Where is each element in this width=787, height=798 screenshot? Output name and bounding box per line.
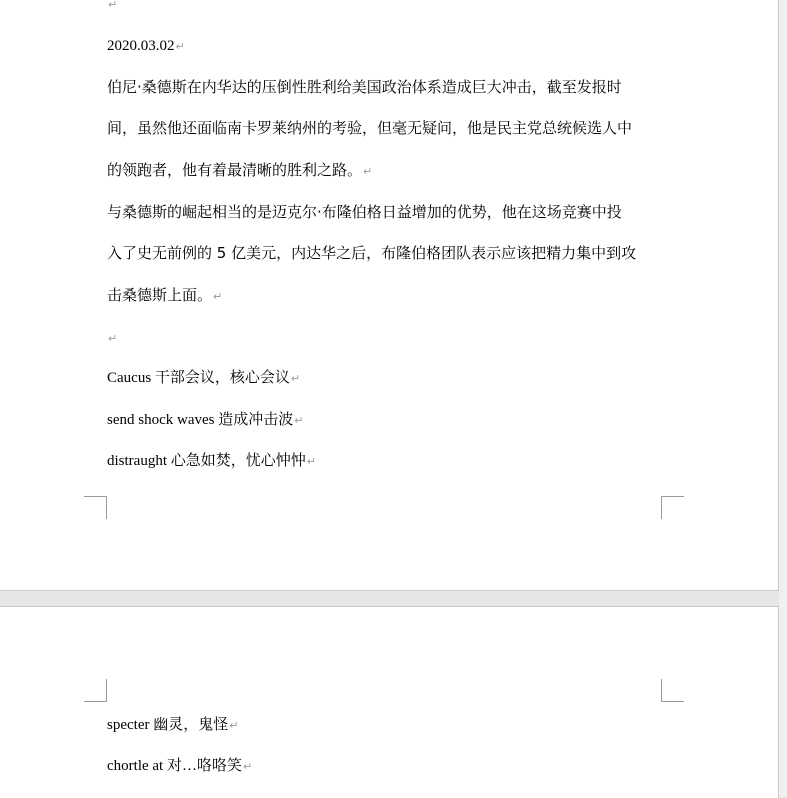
empty-paragraph[interactable] <box>107 328 117 349</box>
paragraph-mark-icon: ↵ <box>363 165 373 178</box>
paragraph-mark-icon: ↵ <box>108 0 118 11</box>
paragraph-mark-icon: ↵ <box>294 414 304 427</box>
paragraph-mark-icon: ↵ <box>108 332 118 345</box>
vocab-line[interactable]: Caucus 干部会议，核心会议↵ <box>107 370 301 386</box>
vocab-line[interactable]: chortle at 对…咯咯笑↵ <box>107 758 253 774</box>
margin-corner-icon <box>84 496 107 519</box>
document-page-2 <box>0 606 779 798</box>
body-text-line[interactable]: 伯尼·桑德斯在内华达的压倒性胜利给美国政治体系造成巨大冲击，截至发报时 <box>107 78 622 96</box>
margin-corner-icon <box>84 679 107 702</box>
paragraph-mark-icon: ↵ <box>306 455 316 468</box>
paragraph-mark-icon: ↵ <box>213 290 223 303</box>
margin-corner-icon <box>661 679 684 702</box>
margin-corner-icon <box>661 496 684 519</box>
body-text-line[interactable]: 间，虽然他还面临南卡罗莱纳州的考验，但毫无疑问，他是民主党总统候选人中 <box>107 119 633 137</box>
vocab-line[interactable]: distraught 心急如焚，忧心忡忡↵ <box>107 453 316 469</box>
paragraph-mark-icon: ↵ <box>175 40 185 53</box>
scrollbar-track[interactable] <box>779 0 787 797</box>
body-text-line[interactable]: 的领跑者，他有着最清晰的胜利之路。↵ <box>107 161 373 179</box>
paragraph-mark-icon: ↵ <box>290 372 301 385</box>
paragraph-mark-icon: ↵ <box>242 760 253 773</box>
paragraph-mark-icon: ↵ <box>229 719 239 732</box>
body-text-line[interactable]: 与桑德斯的崛起相当的是迈克尔·布隆伯格日益增加的优势，他在这场竞赛中投 <box>107 203 622 221</box>
vocab-line[interactable]: send shock waves 造成冲击波↵ <box>107 412 304 428</box>
empty-paragraph[interactable] <box>107 0 117 15</box>
body-text-line[interactable]: 击桑德斯上面。↵ <box>107 286 223 304</box>
date-line[interactable]: 2020.03.02↵ <box>107 38 185 54</box>
vocab-line[interactable]: specter 幽灵，鬼怪↵ <box>107 717 239 733</box>
body-text-line[interactable]: 入了史无前例的 5 亿美元，内达华之后，布隆伯格团队表示应该把精力集中到攻 <box>107 244 637 262</box>
